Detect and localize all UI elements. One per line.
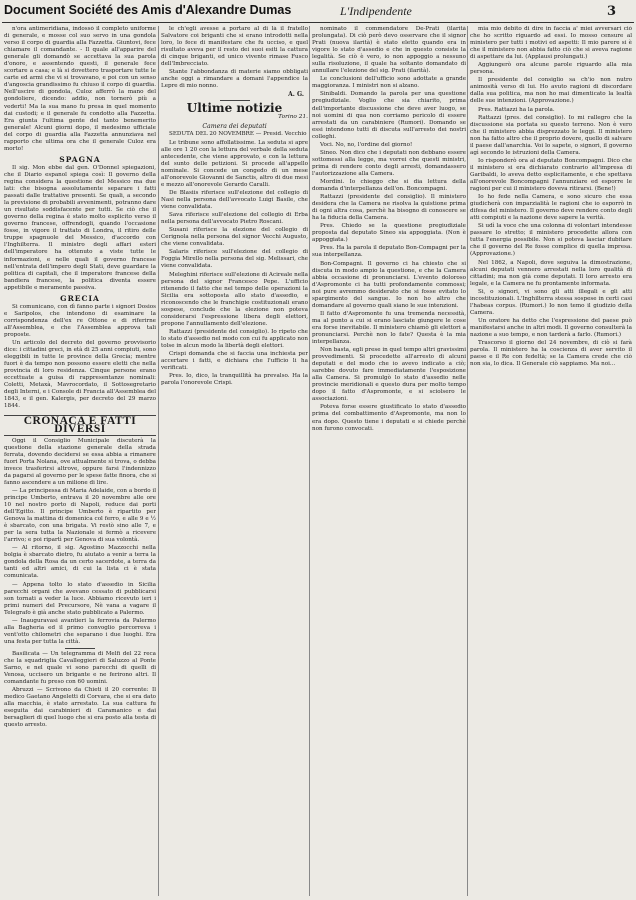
paragraph: Il fatto d'Aspromonte fu una tremenda necessità, ma al punto a cui si erano lasciate giungere le cose era forse inevitabile. Il ministero chiamò gli elettori a pronunciarsi. Perchè non lo fate? Questa è la mia interpellanza. (312, 310, 466, 346)
paragraph: Le tribune sono affollatissime. La seduta si apre alle ore 1 20 con la lettura del verbale della seduta antecedente, che viene approvato, e con la lettura del sunto delle petizioni. Si procede all'appello nominale. Si concede un congedo di un mese all'onorevole Giovanni de Sanctis, altro di due mesi e mezzo all'onorevole Gerardo Caralli. (161, 139, 308, 188)
paragraph: Un articolo del decreto del governo provvisorio dice: i cittadini greci, in età di 25 anni compiuti, sono eleggibili in tutte le province della Grecia; mentre fuori è da tempo non possono essere eletti che nella provincia di loro residenza. Cinque persone erano eccettuate a guisa di rappresentanze nominali: Coletti, Metaxà, Mavrocordato, il Sottosegretario degli Interni, e i Console di Francia all'Assemblea del 1843, e il gen. Kalergis, per decreto del 29 marzo 1844. (4, 340, 156, 410)
paragraph: Rattazzi (presidente del consiglio). Il ministero desidera che la Camera ne risolva la quistione prima di ogni altra cosa, perchè ha bisogno di conoscere se ha la fiducia della Camera. (312, 194, 466, 222)
paragraph: le ch'egli avesse a portare al di là il fratello Salvatore coi briganti che si erano introdotti nella loro, lo fece di manifestare che fu ucciso, e quel risultato aveva per il resto dei suoi esiti la cattura di cinque briganti, ed unico vivente rimase Fusco dell'Imbrecciato. (161, 26, 308, 68)
header-rule (2, 22, 634, 23)
paragraph: Trascorso il giorno del 24 novembre, di ciò si farà parola. Il ministero ha la coscienza di aver servito il paese e il Re con fedeltà; se la Camera crede che ciò non sia, lo dica. Il Generale ciò sappiamo. Ma noi... (470, 340, 632, 368)
paragraph: Basilicata — Un telegramma di Melfi del 22 reca che la squadriglia Cavalleggieri di Saluzzo al Ponte Sarno, e nel quale vi sono parecchi di quelli di Venosa, uccisero un brigante e ne ferirono altri. Il comandante fu preso con 60 uomini. (4, 650, 156, 686)
paragraph: Il sig. Mon ebbe dal gen. O'Donnel spiegazioni, che il Diario espanol spiega così: Il governo della regina considera la questione del Messico ma due lati: che bisogna assolutamente separare i fatti passati dalle trattative presenti. Se quali, a secondo la previsione di probabili avvenimenti, potranno dare un risultato soddisfacente per tutti. Se ciò che il governo della regina è stato molto esplicito verso il governo francese, offrendogli, quando l'occasione fosse, in vigore il trattato di Londra, il ritiro delle truppe spagnuole del Messico, d'accordo con l'Inghilterra. Il ministro degli affari esteri dell'imperatore ha ottenuto a viste tutte le informazioni, e nelle quali il governo francese nell'entrata dell'impero degli Stati, deve guardare la politica di capitali, che il imperatore francese della bandiera francese, la politica diventa essere appetibile e meramente passiva. (4, 164, 156, 291)
paragraph: Meleghini riferisce sull'elezione di Acireale nella persona del signor Francesco Pepe. L'ufficio ritenendo il fatto che nel tempo delle operazioni la Sicilia era sottoposta allo stato d'assedio, e riconoscendo che le franchigie costituzionali erano sospese, conclude che la elezione non poteva considerarsi l'espressione libera degli elettori, propone l'annullamento dell'elezione. (161, 271, 308, 327)
paragraph: Abruzzi — Scrivono da Chieti il 20 corrente: Il medico Gaetano Angeletti di Corvara, che si era dato alla macchia, è stato arrestato. La sua cattura fu eseguita dai carabinieri di Caramanico e dai bersaglieri di quel luogo che si era posto alla testa di questo arresto. (4, 687, 156, 729)
paragraph: Pres. Io, dico, la tranquillità ha prevalso. Ha la parola l'onorevole Crispi. (161, 373, 308, 387)
paragraph: n'ora antimeridiana, indossò il completo uniforme di generale, e mosse col suo servo in una gondola verso il corpo di guardia alla Fazzetta. Giuntovi, fece chiamare il comandante. - Il quale all'apparire del generale gli domandò se accettava la sua parola d'onore, e assentendo questi, il generale fece scortare a casa; e là si dovettero trasportare tutte le carte ed armi che vi si trovavano, e poi con un senso d'angoscia grandissimo fu chiuso il corpo di guardia. Nell'uscire di gondola, Culoz afferrò la mano del gondoliere, dicendo: addio, non tornerò più a vederti! Ma la sua mano fu presa in quel momento dai custodi; e il generale fu condotto alla Fazzetta. Era giunta l'ultima gente del tanto benemerito generale! Alcuni giorni dopo, il medesimo ufficiale del corpo di guardia alla Fazzetta annunziava nel rapporto che ultima ora che il generale Culoz era morto! (4, 26, 156, 152)
paragraph: Io ho fede nella Camera, e sono sicuro che essa giudicherà con imparzialità le ragioni che io esporrò in difesa del ministero. Il governo deve rendere conto degli atti compiuti e la nazione deve sapere la verità. (470, 194, 632, 222)
paragraph: Si comunicano, con dì fanno parte i signori Dosios e Saripolos, che intendono di esaminare la corrispondenza dell'ex re Ottone e di riferirne all'Assemblea, e che l'Assemblea approva tali proposte. (4, 303, 156, 338)
paragraph: Salaris riferisce sull'elezione del collegio di Foggia Mirello nella persona del sig. Melissari, che viene convalidata. (161, 249, 308, 270)
masthead-title: L'Indipendente (340, 4, 412, 18)
paragraph: Sineo. Non dico che i deputati non debbano essere sottomessi alla legge, ma vorrei che questi ministri, prima di rendere conto degli arresti, domandassero l'autorizzazione alla Camera. (312, 149, 466, 177)
paragraph: Nel 1862, a Napoli, dove seguiva la dimostrazione, alcuni deputati vennero arrestati nella loro qualità di cittadini; ma non già come deputati. Il loro arresto era legale, e la Camera ne fu prontamente informata. (470, 259, 632, 287)
column-divider (467, 26, 468, 896)
paragraph: — Inauguravasi avantieri la ferrovia da Palermo alla Bagheria ed il primo convoglio percorreva i vent'otto chilometri che separano i due luoghi. Era una festa per tutta la città. (4, 617, 156, 645)
paragraph: Bon-Compagni. Il governo ci ha chiesto che si discuta in modo ampio la questione, e che la Camera abbia occasione di pronunciarsi. L'evento doloroso d'Aspromonte ci ha tutti profondamente commossi; noi pure avremmo desiderato che si fosse evitato lo spargimento del sangue. Io non ho altro che domandare al governo quali siano le sue intenzioni. (312, 260, 466, 309)
paragraph: Sinibaldi. Domando la parola per una questione pregiudiziale. Voglio che sia chiarito, prima dell'importante discussione che deve aver luogo, se noi uomini di qua non corriamo pericolo di essere arrestati da un carabiniere (Rumori). Domando se essi intendono tutti di discuta sull'arresto dei nostri colleghi. (312, 91, 466, 140)
paragraph: Poteva forse essere giustificato lo stato d'assedio prima del combattimento d'Aspromonte, ma non lo era dopo. Questo tiene i deputati e si chiede perchè non furono convocati. (312, 404, 466, 432)
paragraph: Oggi il Consiglio Municipale discuterà la questione della stazione generale della strada ferrata, dovendo decidersi se essa abbia a rimanere fuori Porta Nolana, ove attualmente si trova, o debba invece trasferirsi altrove, oppure farsi l'indennizzo da pagarsi al governo per le spese fatte finora, che si fanno ascendere a un milione di lire. (4, 437, 156, 486)
paragraph: mia mio debito di dire in faccia a' miei avversari ciò che ho scritto riguardo ad essi. Io mosso censure al ministero per tutti i motivi ed aspetti: Il mio parere si è che il ministero non abbia fatto ciò che si aveva ragione di aspettare da lui. (Applausi prolungati.) (470, 26, 632, 61)
section-heading-grecia: GRECIA (60, 293, 100, 303)
paragraph: Voci. No, no, l'ordine del giorno! (320, 141, 413, 148)
section-title-cronaca: CRONACA E FATTI DIVERSI (4, 415, 156, 435)
column-divider (309, 26, 310, 896)
subsection-title-camera: Camera dei deputati (202, 122, 267, 130)
paragraph: Pres. Ha la parola il deputato Bon-Compagni per la sua interpellanza. (312, 245, 466, 259)
paragraph: De Blasiis riferisce sull'elezione del collegio di Nasi nella persona dell'avvocato Luigi Basile, che viene convalidata. (161, 189, 308, 211)
paragraph: Il presidente del consiglio sa ch'io non nutro animosità verso di lui. Ho avuto ragioni di discordare dalla sua politica, ma non ho mai dimenticato la lealtà delle sue intenzioni. (Approvazione.) (470, 77, 632, 105)
paragraph: Rattazzi (pres. del consiglio). Io mi rallegro che la discussione sia portata su questo terreno. Non è vero che il ministero abbia disprezzato le leggi. Il ministero non ha fatto altro che il proprio dovere, quello di salvare il paese dall'anarchia. Voi lo sapete, o signori, il governo agì secondo le istruzioni della Camera. (470, 114, 632, 156)
paragraph: Le conclusioni dell'ufficio sono adottate a grande maggioranza. I ministri non si alzano. (312, 76, 466, 90)
paragraph: Non basta, egli prese in quel tempo altri gravissimi provvedimenti. Si procedette all'arresto di alcuni deputati e del modo che io avevo indicato a ciò; sarebbe dovuto fare immediatamente l'esposizione alla Camera. Si promulgò lo stato d'assedio nelle provincie meridionali e questo dura per molto tempo dopo il fatto d'Aspromonte, e si sciolsero le associazioni. (312, 347, 466, 403)
page-number: 3 (607, 4, 617, 19)
separator (65, 648, 95, 649)
paragraph: — La principessa di Maria Adelaide, con a bordo il principe Umberto, entrava il 20 novembre alle ore 10 nel nostro porto di Napoli, reduce dai porti dell'Egitto. Il principe Umberto è ripartito per Genova la mattina di domenica col ferro, e alle 9 e ½ è sbarcato, con una brigata. Vi restò sino alle 7, e per la sera tutta la Nazionale si fermò a ricevere l'arrivo; e poi ripartì per Genova di sua volontà. (4, 487, 156, 544)
column-4 (470, 26, 632, 898)
paragraph: nominato il commendatore De-Prati (ilarità prolungata). Di ciò però devo osservare che il signor Prati (nuova ilarità) è stato eletto quando era in vigore lo stato d'assedio e che in questo consiste la legalità. Se ciò è vero, io non appoggio a nessuno sulla risoluzione, il quale ha soltanto domandato di annullare l'elezione del sig. Prati (ilarità). (312, 26, 466, 75)
dateline: Torino 21. (278, 113, 308, 120)
paragraph: — Al ritorno, il sig. Agostino Mazzocchi nella bolgia è sbarcato dietro, fu aiutato a venir a terra la gondola della Rosa da un certo sacerdote, a terra da tanti ed altri amici, di cui la lista ci è stata comunicata. (4, 545, 156, 580)
paragraph: Io risponderò ora al deputato Boncompagni. Dico che il ministero si era dichiarato contrario all'impresa di Garibaldi, lo aveva detto esplicitamente, e che spettava all'onorevole Boncompagni l'annunziare ed esporre le ragioni per cui il ministero doveva ritirarsi. (Bene!) (470, 157, 632, 193)
paragraph: Mordini. Io chieggo che si dia lettura della domanda d'interpellanza dell'on. Boncompagni. (312, 178, 466, 193)
column-divider (158, 26, 159, 896)
paragraph: Pres. Rattazzi ha la parola. (478, 106, 555, 113)
author-signature: A. G. (288, 91, 304, 99)
section-title-ultime-notizie: Ultime notizie (186, 101, 283, 116)
paragraph: Aggiungerò ora alcune parole riguardo alla mia persona. (470, 62, 632, 76)
paragraph: Crispi domanda che si faccia una inchiesta per accertare i fatti, e dichiara che l'ufficio li ha verificati. (161, 351, 308, 372)
paragraph: Pres. Chiedo se la questione pregiudiziale proposta dal deputato Sineo sia appoggiata. (Non è appoggiata.) (312, 223, 466, 244)
paragraph: Si, o signori, vi sono gli atti illegali e gli atti incostituzionali. L'Inghilterra stessa sospese in certi casi l'habeas corpus. (Rumori.) Io non temo il giudizio della Camera. (470, 288, 632, 316)
paragraph: Un oratore ha detto che l'espressione del paese può manifestarsi anche in altri modi. Il governo consulterà la nazione a suo tempo, e non tarderà a farlo. (Rumori.) (470, 317, 632, 338)
paragraph: Si udì la voce che una colonna di volontari intendesse passare lo stretto; il ministero procedette allora con tutta l'energia possibile. Non si poteva lasciar dubitare che il governo del Re fosse complice di quella impresa. (Approvazione.) (470, 223, 632, 258)
column-3 (312, 26, 466, 898)
paragraph: Sava riferisce sull'elezione del collegio di Erba nella persona dell'avvocato Pietro Roscani. (161, 212, 308, 226)
section-heading-spagna: SPAGNA (59, 154, 101, 164)
paragraph: Stante l'abbondanza di materie siamo obbligati anche oggi a rimandare a domani l'appendice la Lepre di mio nonno. (161, 69, 308, 90)
session-line: SEDUTA DEL 20 NOVEMBRE — Presid. Vecchio (169, 130, 307, 137)
column-1 (4, 26, 156, 898)
paragraph: Rattazzi (presidente del consiglio). Io ripeto che lo stato d'assedio nel modo con cui fu applicato non tolse in alcun modo la libertà degli elettori. (161, 328, 308, 349)
paragraph: — Appena tolto lo stato d'assedio in Sicilia parecchi organi che avevano cessato di pubblicarsi son tornati a veder la luce. Abbiamo ricevuto ieri i primi numeri del Precursore, Nè vana a vagare il Telegrafo è già anche stato pubblicato a Palermo. (4, 581, 156, 616)
paragraph: Susani riferisce la elezione del collegio di Cerignola nella persona del signor Vecchi Augusto, che viene convalidata. (161, 227, 308, 248)
watermark-text: Document Société des Amis d'Alexandre Dumas (4, 3, 292, 17)
page-header (0, 0, 636, 22)
column-2 (161, 26, 308, 898)
